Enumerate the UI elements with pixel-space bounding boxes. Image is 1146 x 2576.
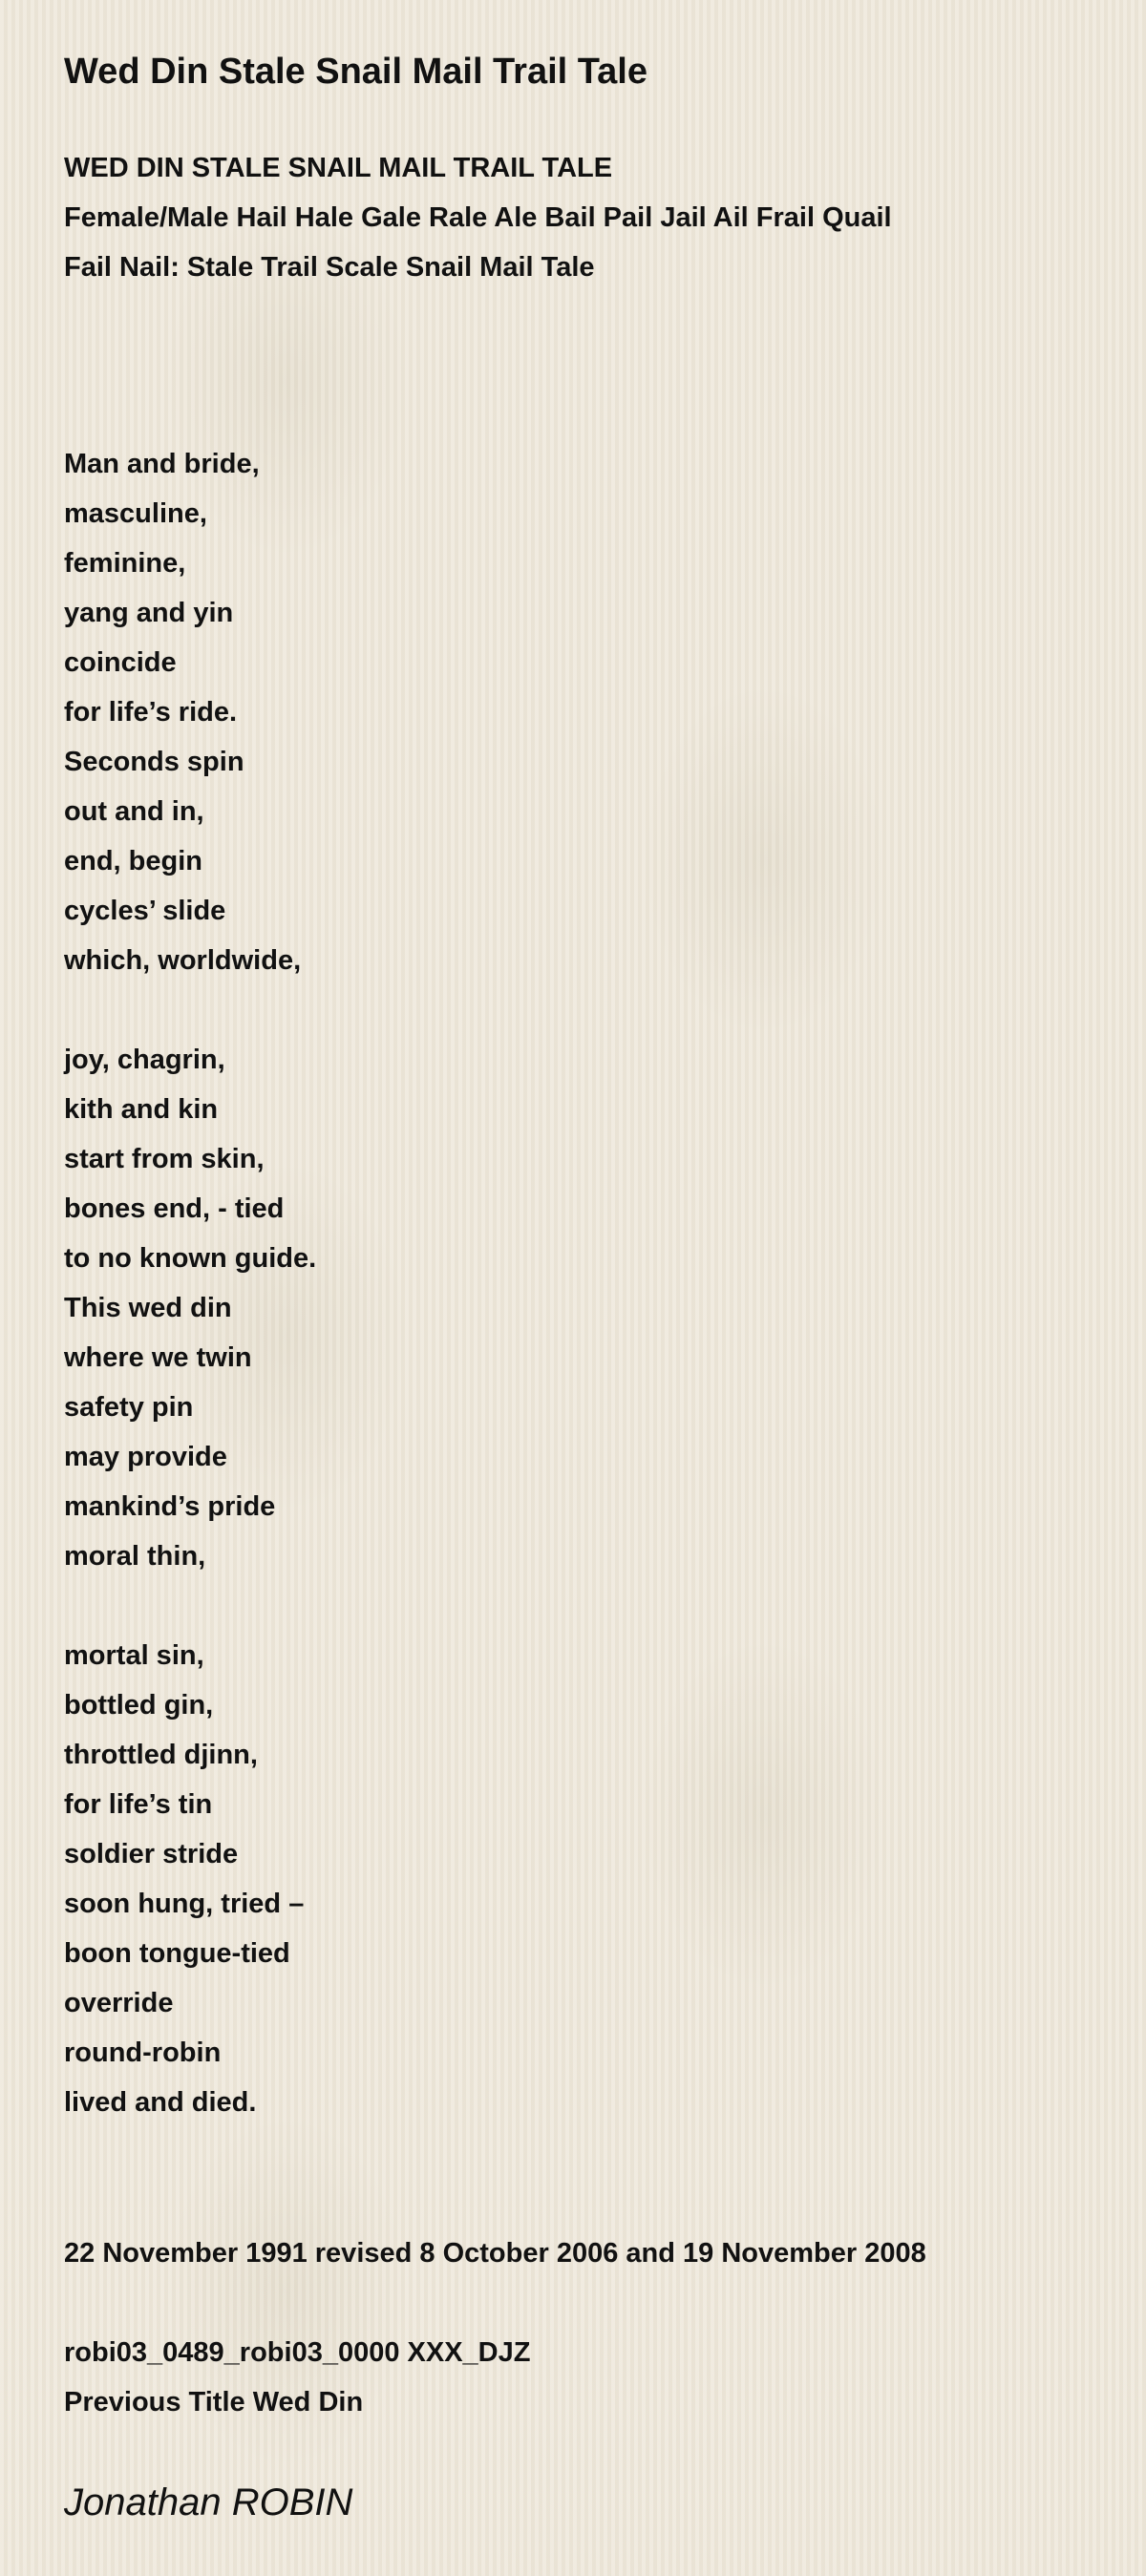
poem-line: yang and yin: [64, 598, 234, 628]
poem-line: soon hung, tried –: [64, 1889, 305, 1919]
poem-line: masculine,: [64, 498, 207, 529]
heading-line: WED DIN STALE SNAIL MAIL TRAIL TALE: [64, 153, 613, 183]
poem-line: Man and bride,: [64, 449, 260, 479]
poem-line: Seconds spin: [64, 747, 244, 777]
poem-body: [64, 439, 316, 2127]
heading-line: Fail Nail: Stale Trail Scale Snail Mail Tale: [64, 252, 595, 283]
poem-line: kith and kin: [64, 1094, 219, 1125]
poem-line: safety pin: [64, 1392, 194, 1423]
poem-title: Wed Din Stale Snail Mail Trail Tale: [64, 52, 647, 92]
note-line: Previous Title Wed Din: [64, 2387, 364, 2418]
poem-line: lived and died.: [64, 2087, 257, 2118]
poem-line: for life’s ride.: [64, 697, 238, 728]
poem-line: to no known guide.: [64, 1243, 317, 1274]
stanza-break: [64, 1581, 316, 1631]
poem-line: bottled gin,: [64, 1690, 214, 1721]
poem-line: bones end, - tied: [64, 1193, 285, 1224]
poem-line: out and in,: [64, 796, 204, 827]
poem-line: round-robin: [64, 2038, 222, 2068]
poem-line: start from skin,: [64, 1144, 265, 1174]
poem-line: coincide: [64, 647, 177, 678]
poem-notes: [64, 2328, 530, 2427]
poem-line: feminine,: [64, 548, 186, 579]
poem-heading: [64, 143, 892, 292]
heading-line: Female/Male Hail Hale Gale Rale Ale Bail Pail Jail Ail Frail Quail: [64, 202, 892, 233]
poem-line: joy, chagrin,: [64, 1045, 225, 1075]
poem-line: where we twin: [64, 1342, 252, 1373]
poem-line: end, begin: [64, 846, 202, 876]
poem-line: override: [64, 1988, 174, 2018]
note-line: robi03_0489_robi03_0000 XXX_DJZ: [64, 2337, 531, 2368]
poem-line: boon tongue-tied: [64, 1938, 290, 1969]
poem-line: mankind’s pride: [64, 1491, 276, 1522]
poem-line: which, worldwide,: [64, 945, 302, 976]
poem-line: cycles’ slide: [64, 896, 226, 926]
poem-line: throttled djinn,: [64, 1740, 258, 1770]
poem-line: mortal sin,: [64, 1640, 204, 1671]
poem-line: soldier stride: [64, 1839, 239, 1869]
stanza-break: [64, 985, 316, 1035]
poem-line: may provide: [64, 1442, 227, 1472]
poem-author: Jonathan ROBIN: [64, 2481, 353, 2523]
poem-date: 22 November 1991 revised 8 October 2006 and 19 November 2008: [64, 2238, 926, 2269]
poem-line: for life’s tin: [64, 1789, 213, 1820]
poem-line: moral thin,: [64, 1541, 206, 1572]
poem-line: This wed din: [64, 1293, 232, 1323]
